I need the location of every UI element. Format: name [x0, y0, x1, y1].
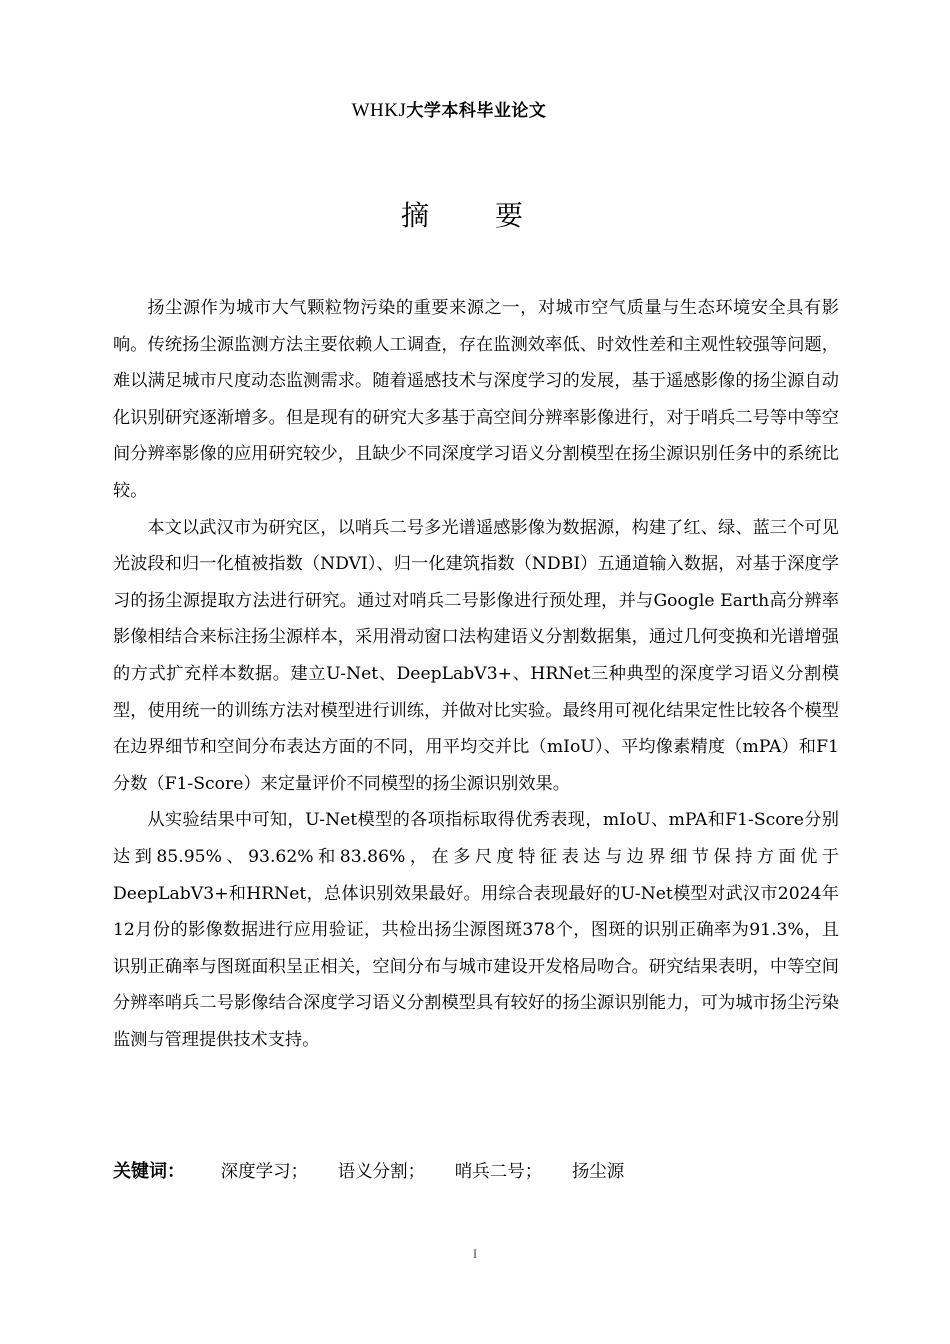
- abstract-paragraph: 扬尘源作为城市大气颗粒物污染的重要来源之一，对城市空气质量与生态环境安全具有影响。传统扬尘源监测方法主要依赖人工调查，存在监测效率低、时效性差和主观性较强等问题，难以满足城市尺度动态监测需求。随着遥感技术与深度学习的发展，基于遥感影像的扬尘源自动化识别研究逐渐增多。但是现有的研究大多基于高空间分辨率影像进行，对于哨兵二号等中等空间分辨率影像的应用研究较少，且缺少不同深度学习语义分割模型在扬尘源识别任务中的系统比较。: [113, 298, 839, 501]
- keywords-line: [113, 1157, 839, 1183]
- university-code: WHKJ: [351, 100, 407, 121]
- page-number: I: [472, 1246, 478, 1261]
- abstract-paragraph: 从实验结果中可知，U-Net模型的各项指标取得优秀表现，mIoU、mPA和F1-Score分别达到85.95%、93.62%和83.86%，在多尺度特征表达与边界细节保持方面优于DeepLabV3+和HRNet，总体识别效果最好。用综合表现最好的U-Net模型对武汉市2024年12月份的影像数据进行应用验证，共检出扬尘源图斑378个，图斑的识别正确率为91.3%，且识别正确率与图斑面积呈正相关，空间分布与城市建设开发格局吻合。研究结果表明，中等空间分辨率哨兵二号影像结合深度学习语义分割模型具有较好的扬尘源识别能力，可为城市扬尘污染监测与管理提供技术支持。: [113, 810, 839, 1050]
- keyword: 深度学习；: [220, 1162, 309, 1182]
- abstract-body: [113, 290, 839, 1058]
- keywords-label: 关键词：: [113, 1161, 185, 1182]
- keyword: 扬尘源: [571, 1162, 625, 1182]
- abstract-paragraph: 本文以武汉市为研究区，以哨兵二号多光谱遥感影像为数据源，构建了红、绿、蓝三个可见光波段和归一化植被指数（NDVI）、归一化建筑指数（NDBI）五通道输入数据，对基于深度学习的扬尘源提取方法进行研究。通过对哨兵二号影像进行预处理，并与Google Earth高分辨率影像相结合来标注扬尘源样本，采用滑动窗口法构建语义分割数据集，通过几何变换和光谱增强的方式扩充样本数据。建立U-Net、DeepLabV3+、HRNet三种典型的深度学习语义分割模型，使用统一的训练方法对模型进行训练，并做对比实验。最终用可视化结果定性比较各个模型在边界细节和空间分布表达方面的不同，用平均交并比（mIoU）、平均像素精度（mPA）和F1分数（F1-Score）来定量评价不同模型的扬尘源识别效果。: [113, 517, 839, 794]
- keyword: 语义分割；: [337, 1162, 426, 1182]
- header-title: 大学本科毕业论文: [406, 101, 547, 121]
- page-title: 摘要: [400, 199, 589, 232]
- keyword: 哨兵二号；: [454, 1162, 543, 1182]
- running-header: [0, 96, 898, 122]
